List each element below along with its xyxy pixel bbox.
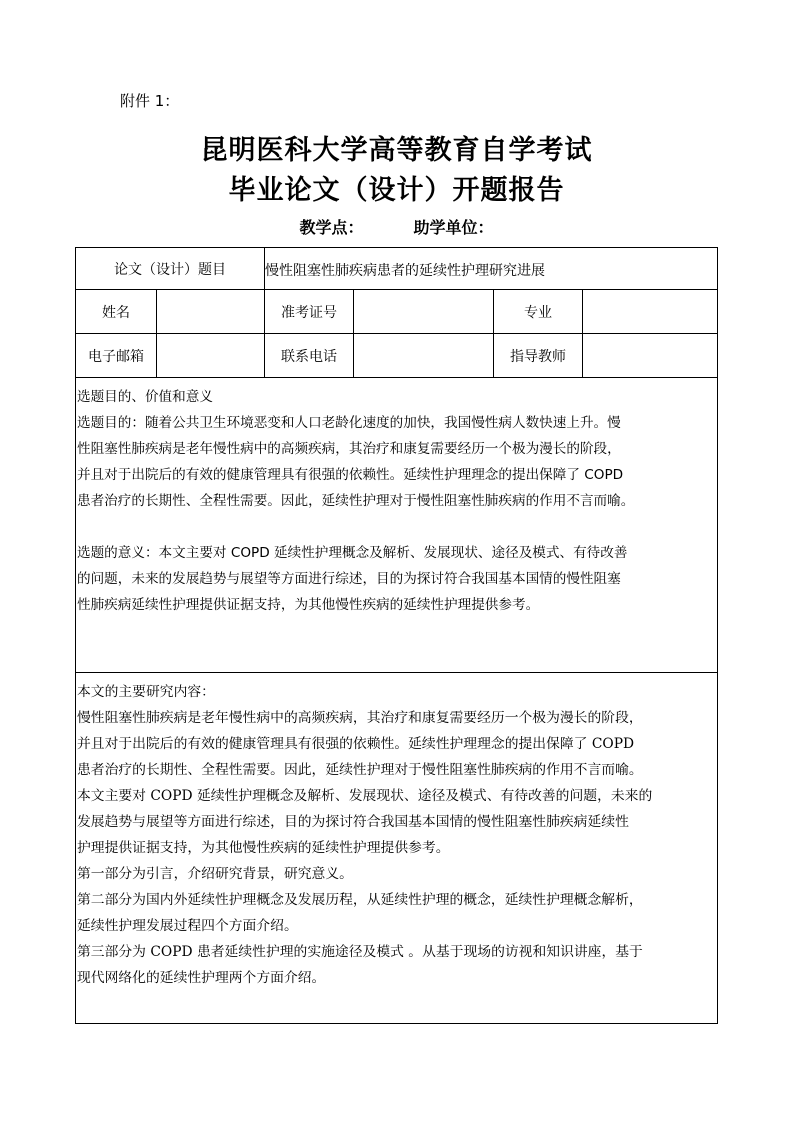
content-line: 慢性阻塞性肺疾病是老年慢性病中的高频疾病，其治疗和康复需要经历一个极为漫长的阶段， [77, 710, 643, 726]
teaching-point-label: 教学点： [299, 218, 364, 237]
purpose-line: 并且对于出院后的有效的健康管理具有很强的依赖性。延续性护理理念的提出保障了 COPD [77, 467, 624, 483]
assist-unit-label: 助学单位： [413, 218, 494, 237]
content-line: 并且对于出院后的有效的健康管理具有很强的依赖性。延续性护理理念的提出保障了 COPD [77, 736, 635, 752]
content-line: 第三部分为 COPD 患者延续性护理的实施途径及模式 。从基于现场的访视和知识讲座，基于 [77, 944, 643, 960]
exam-id-field[interactable] [354, 290, 494, 333]
content-line: 现代网络化的延续性护理两个方面介绍。 [77, 970, 326, 986]
advisor-field[interactable] [583, 334, 717, 377]
content-line: 发展趋势与展望等方面进行综述，目的为探讨符合我国基本国情的慢性阻塞性肺疾病延续性 [77, 814, 629, 830]
topic-row [76, 248, 717, 290]
phone-field[interactable] [354, 334, 494, 377]
content-line: 患者治疗的长期性、全程性需要。因此，延续性护理对于慢性阻塞性肺疾病的作用不言而喻。 [77, 762, 643, 778]
purpose-line: 性阻塞性肺疾病是老年慢性病中的高频疾病，其治疗和康复需要经历一个极为漫长的阶段， [77, 441, 621, 457]
significance-line: 性肺疾病延续性护理提供证据支持，为其他慢性疾病的延续性护理提供参考。 [77, 597, 540, 613]
major-field[interactable] [583, 290, 717, 333]
purpose-section[interactable] [76, 378, 717, 673]
content-line: 第二部分为国内外延续性护理概念及发展历程，从延续性护理的概念，延续性护理概念解析， [77, 892, 643, 908]
exam-id-label: 准考证号 [265, 290, 354, 333]
page-subtitle: 毕业论文（设计）开题报告 [228, 175, 565, 206]
contact-row [76, 334, 717, 378]
purpose-line: 选题目的：随着公共卫生环境恶变和人口老龄化速度的加快，我国慢性病人数快速上升。慢 [77, 415, 621, 431]
research-content-section[interactable] [76, 673, 717, 1023]
page-title: 昆明医科大学高等教育自学考试 [200, 135, 593, 166]
content-line: 护理提供证据支持，为其他慢性疾病的延续性护理提供参考。 [77, 840, 450, 856]
email-label: 电子邮箱 [76, 334, 157, 377]
significance-line: 的问题，未来的发展趋势与展望等方面进行综述，目的为探讨符合我国基本国情的慢性阻塞 [77, 571, 621, 587]
name-label: 姓名 [76, 290, 157, 333]
name-row [76, 290, 717, 334]
email-field[interactable] [157, 334, 265, 377]
meta-line [0, 215, 793, 238]
topic-value[interactable]: 慢性阻塞性肺疾病患者的延续性护理研究进展 [265, 263, 545, 279]
content-line: 延续性护理发展过程四个方面介绍。 [77, 918, 298, 934]
advisor-label: 指导教师 [494, 334, 583, 377]
attachment-label: 附件 1： [120, 92, 180, 110]
section1-heading: 选题目的、价值和意义 [77, 389, 213, 405]
content-line: 第一部分为引言，介绍研究背景，研究意义。 [77, 866, 353, 882]
section2-heading: 本文的主要研究内容： [77, 684, 215, 700]
topic-label: 论文（设计）题目 [76, 248, 265, 289]
purpose-line: 患者治疗的长期性、全程性需要。因此，延续性护理对于慢性阻塞性肺疾病的作用不言而喻。 [77, 493, 635, 509]
proposal-form [75, 247, 718, 1024]
significance-line: 选题的意义：本文主要对 COPD 延续性护理概念及解析、发展现状、途径及模式、有待改善 [77, 545, 628, 561]
content-line: 本文主要对 COPD 延续性护理概念及解析、发展现状、途径及模式、有待改善的问题，未来的 [77, 788, 653, 804]
phone-label: 联系电话 [265, 334, 354, 377]
major-label: 专业 [494, 290, 583, 333]
name-field[interactable] [157, 290, 265, 333]
